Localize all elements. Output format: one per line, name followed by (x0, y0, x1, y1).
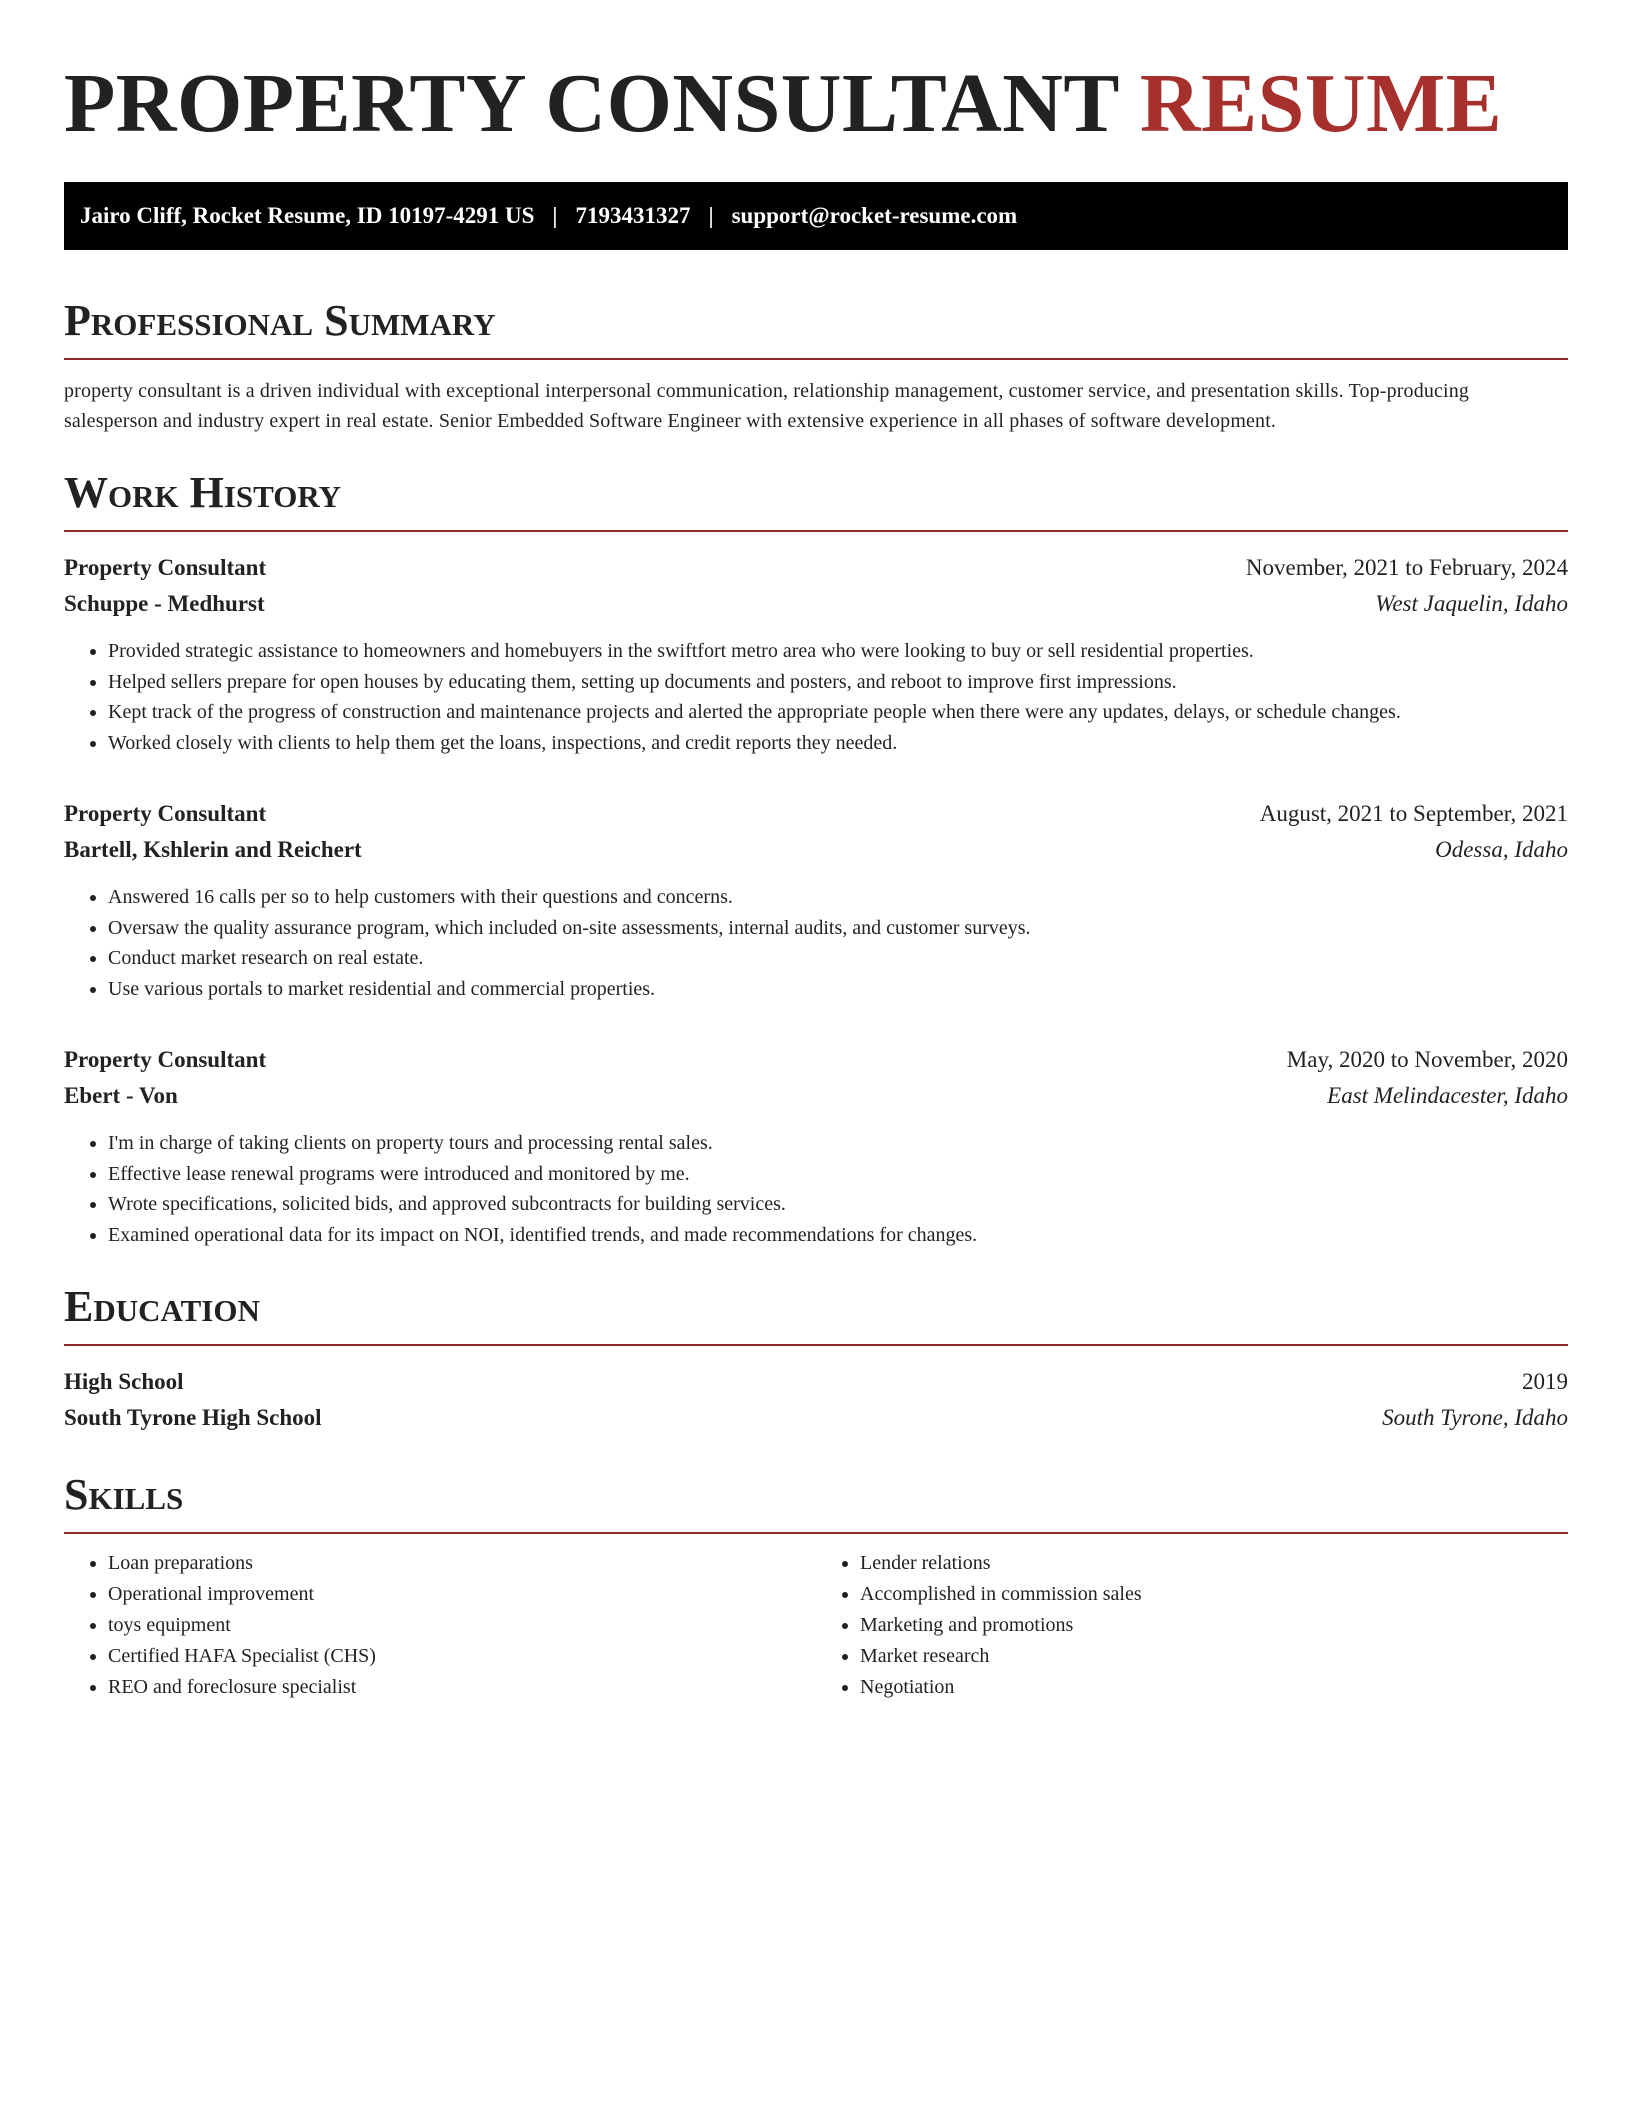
job-company: Ebert - Von (64, 1083, 178, 1108)
skill-item: • Market research (860, 1641, 1568, 1672)
job-bullet: • I'm in charge of taking clients on property tours and processing rental sales. (108, 1128, 1568, 1159)
skill-item: • Certified HAFA Specialist (CHS) (108, 1641, 816, 1672)
skills-column-right (816, 1548, 1568, 1703)
skill-item: • Lender relations (860, 1548, 1568, 1579)
summary-heading: Professional Summary (64, 296, 496, 345)
skill-item: • Marketing and promotions (860, 1610, 1568, 1641)
job-location: West Jaquelin, Idaho (1375, 591, 1568, 616)
education-degree: High School (64, 1369, 184, 1394)
skills-heading: Skills (64, 1470, 184, 1519)
job-bullet: • Oversaw the quality assurance program, which included on-site assessments, internal audits, and customer surveys. (108, 913, 1568, 944)
job-location: Odessa, Idaho (1435, 837, 1568, 862)
education-school: South Tyrone High School (64, 1405, 322, 1430)
contact-bar (64, 182, 1568, 250)
contact-separator: | (708, 203, 714, 228)
job-title-row (64, 796, 1568, 832)
skills-grid (64, 1548, 1568, 1703)
job-bullets (64, 1128, 1568, 1250)
education-entry (64, 1364, 1568, 1436)
job-bullet: • Kept track of the progress of construction and maintenance projects and alerted the appropriate people when there were any updates, delays, or schedule changes. (108, 697, 1568, 728)
title-accent: RESUME (1139, 57, 1503, 150)
education-heading: Education (64, 1282, 260, 1331)
skill-item: • Loan preparations (108, 1548, 816, 1579)
job-company: Bartell, Kshlerin and Reichert (64, 837, 362, 862)
job-bullet: • Helped sellers prepare for open houses by educating them, setting up documents and posters, and reboot to improve first impressions. (108, 667, 1568, 698)
section-divider (64, 1532, 1568, 1534)
work-history-heading: Work History (64, 468, 342, 517)
section-divider (64, 1344, 1568, 1346)
job-bullet: • Provided strategic assistance to homeowners and homebuyers in the swiftfort metro area who were looking to buy or sell residential properties. (108, 636, 1568, 667)
job-company-row (64, 586, 1568, 622)
education-school-row (64, 1400, 1568, 1436)
job-location: East Melindacester, Idaho (1327, 1083, 1568, 1108)
job-title-row (64, 1042, 1568, 1078)
skill-item: • Accomplished in commission sales (860, 1579, 1568, 1610)
contact-name-address: Jairo Cliff, Rocket Resume, ID 10197-4291 US (80, 203, 535, 228)
job-title: Property Consultant (64, 801, 267, 826)
contact-phone: 7193431327 (575, 203, 691, 228)
section-divider (64, 530, 1568, 532)
section-divider (64, 358, 1568, 360)
job-company-row (64, 832, 1568, 868)
job-bullets (64, 882, 1568, 1004)
contact-email: support@rocket-resume.com (731, 203, 1018, 228)
job-dates: November, 2021 to February, 2024 (1245, 555, 1568, 580)
title-main: PROPERTY CONSULTANT (64, 57, 1119, 150)
skill-item: • Negotiation (860, 1672, 1568, 1703)
job-entry (64, 550, 1568, 758)
job-company-row (64, 1078, 1568, 1114)
job-bullets (64, 636, 1568, 758)
job-bullet: • Worked closely with clients to help them get the loans, inspections, and credit reports they needed. (108, 728, 1568, 759)
job-title: Property Consultant (64, 1047, 267, 1072)
skill-item: • toys equipment (108, 1610, 816, 1641)
job-title-row (64, 550, 1568, 586)
skill-item: • REO and foreclosure specialist (108, 1672, 816, 1703)
education-location: South Tyrone, Idaho (1382, 1405, 1568, 1430)
contact-separator: | (552, 203, 558, 228)
education-degree-row (64, 1364, 1568, 1400)
job-company: Schuppe - Medhurst (64, 591, 265, 616)
job-entry (64, 796, 1568, 1004)
skills-column-left (64, 1548, 816, 1703)
job-bullet: • Wrote specifications, solicited bids, and approved subcontracts for building services. (108, 1189, 1568, 1220)
resume-title (64, 56, 1568, 152)
education-year: 2019 (1522, 1369, 1568, 1394)
job-dates: May, 2020 to November, 2020 (1286, 1047, 1568, 1072)
job-bullet: • Answered 16 calls per so to help customers with their questions and concerns. (108, 882, 1568, 913)
job-bullet: • Effective lease renewal programs were introduced and monitored by me. (108, 1159, 1568, 1190)
skill-item: • Operational improvement (108, 1579, 816, 1610)
summary-text: property consultant is a driven individual with exceptional interpersonal communication, relationship management, customer service, and presentation skills. Top-producing salesperson and industry expert in real estate. Senior Embedded Software Engineer with extensive experience in all phases of software development. (64, 380, 1470, 432)
job-bullet: • Conduct market research on real estate. (108, 943, 1568, 974)
job-entry (64, 1042, 1568, 1250)
job-bullet: • Use various portals to market residential and commercial properties. (108, 974, 1568, 1005)
job-title: Property Consultant (64, 555, 267, 580)
job-bullet: • Examined operational data for its impact on NOI, identified trends, and made recommendations for changes. (108, 1220, 1568, 1251)
job-dates: August, 2021 to September, 2021 (1259, 801, 1568, 826)
